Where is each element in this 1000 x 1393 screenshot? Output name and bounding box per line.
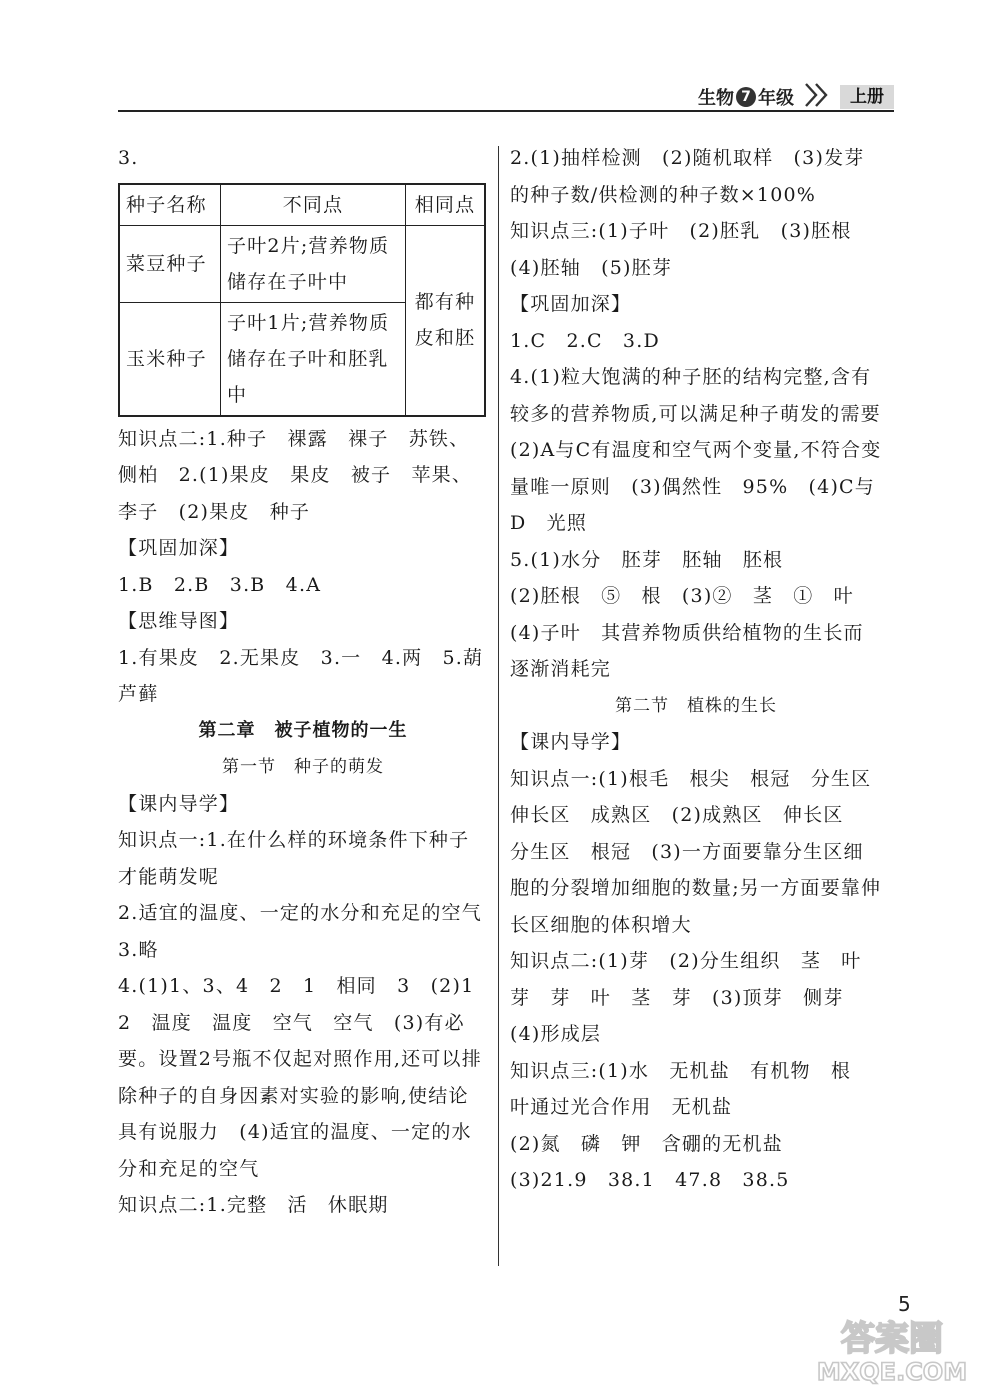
answer-line: 3.略 <box>118 938 159 961</box>
seed-difference-cell: 子叶2片;营养物质储存在子叶中 <box>221 225 406 302</box>
page-number: 5 <box>898 1292 911 1316</box>
answer-line: (2)氮 磷 钾 含硼的无机盐 <box>510 1132 783 1155</box>
answer-line: 知识点二:(1)芽 (2)分生组织 茎 叶 芽 芽 叶 茎 芽 (3)顶芽 侧芽 (4)形成层 <box>510 950 882 1045</box>
section-heading: 【课内导学】 <box>118 792 240 815</box>
answer-line: 2.适宜的温度、一定的水分和充足的空气 <box>118 902 482 924</box>
table-header-row <box>119 184 485 226</box>
answer-line: 5.(1)水分 胚芽 胚轴 胚根 <box>510 548 784 571</box>
section-heading: 【巩固加深】 <box>510 293 632 315</box>
section-title: 第二节 植株的生长 <box>615 695 777 716</box>
page-header <box>118 84 894 112</box>
right-column <box>510 140 902 1199</box>
answer-line: 1.有果皮 2.无果皮 3.一 4.两 5.葫芦藓 <box>118 646 484 705</box>
grade-label: 年级 <box>758 88 794 109</box>
seed-difference-cell: 子叶1片;营养物质储存在子叶和胚乳中 <box>221 302 406 416</box>
answer-line: 1.B 2.B 3.B 4.A <box>118 573 322 596</box>
answer-line: 4.(1)粒大饱满的种子胚的结构完整,含有较多的营养物质,可以满足种子萌发的需要 (2)A与C有温度和空气两个变量,不符合变量唯一原则 (3)偶然性 95% (4)C与D 光照 <box>510 366 902 534</box>
seed-comparison-table <box>118 183 486 417</box>
section-title: 第一节 种子的萌发 <box>222 757 384 777</box>
answer-line: 4.(1)1、3、4 2 1 相同 3 (2)1 2 温度 温度 空气 空气 (3)有必要。设置2号瓶不仅起对照作用,还可以排除种子的自身因素对实验的影响,使结论具有说服力 (4)适宜的温度、一定的水分和充足的空气 <box>118 975 495 1180</box>
table-header-cell: 相同点 <box>406 184 486 226</box>
left-column <box>118 140 495 1224</box>
header-rule <box>118 110 894 112</box>
answer-line: 1.C 2.C 3.D <box>510 329 660 352</box>
question-3-label: 3. <box>118 147 139 169</box>
answer-line: 知识点三:(1)水 无机盐 有机物 根 叶通过光合作用 无机盐 <box>510 1059 872 1118</box>
column-divider <box>498 146 499 1266</box>
answer-line: (2)胚根 ⑤ 根 (3)② 茎 ① 叶 (4)子叶 其营养物质供给植物的生长而逐渐消耗完 <box>510 585 875 680</box>
answer-line: 2.(1)抽样检测 (2)随机取样 (3)发芽的种子数/供检测的种子数×100% <box>510 147 865 206</box>
seed-name-cell: 玉米种子 <box>119 302 221 416</box>
answer-line: 知识点一:(1)根毛 根尖 根冠 分生区 伸长区 成熟区 (2)成熟区 伸长区 分生区 根冠 (3)一方面要靠分生区细胞的分裂增加细胞的数量;另一方面要靠伸长区细胞的体积增大 <box>510 767 892 936</box>
section-heading: 【思维导图】 <box>118 610 240 632</box>
volume-label: 上册 <box>840 85 894 109</box>
section-heading: 【巩固加深】 <box>118 537 240 559</box>
chapter-title: 第二章 被子植物的一生 <box>198 719 408 741</box>
common-point-cell: 都有种皮和胚 <box>406 225 486 416</box>
seed-name-cell: 菜豆种子 <box>119 225 221 302</box>
answer-line: (3)21.9 38.1 47.8 38.5 <box>510 1169 790 1191</box>
watermark-logo <box>812 1310 972 1386</box>
watermark-text-bottom: MXQE.COM <box>816 1358 968 1386</box>
header-label <box>698 84 894 110</box>
subject-label: 生物 <box>698 88 734 109</box>
section-heading: 【课内导学】 <box>510 731 632 753</box>
table-header-cell: 种子名称 <box>119 184 221 226</box>
answer-line: 知识点二:1.完整 活 休眠期 <box>118 1194 389 1216</box>
table-header-cell: 不同点 <box>221 184 406 226</box>
grade-number-badge: 7 <box>736 87 756 107</box>
answer-line: 知识点三:(1)子叶 (2)胚乳 (3)胚根 (4)胚轴 (5)胚芽 <box>510 220 872 279</box>
answer-line: 知识点一:1.在什么样的环境条件下种子才能萌发呢 <box>118 829 470 888</box>
double-chevron-icon <box>804 82 834 112</box>
watermark-text-top: 答案圈 <box>841 1319 943 1359</box>
answer-line: 知识点二:1.种子 裸露 裸子 苏铁、侧柏 2.(1)果皮 果皮 被子 苹果、李子 (2)果皮 种子 <box>118 427 473 523</box>
table-row <box>119 225 485 302</box>
